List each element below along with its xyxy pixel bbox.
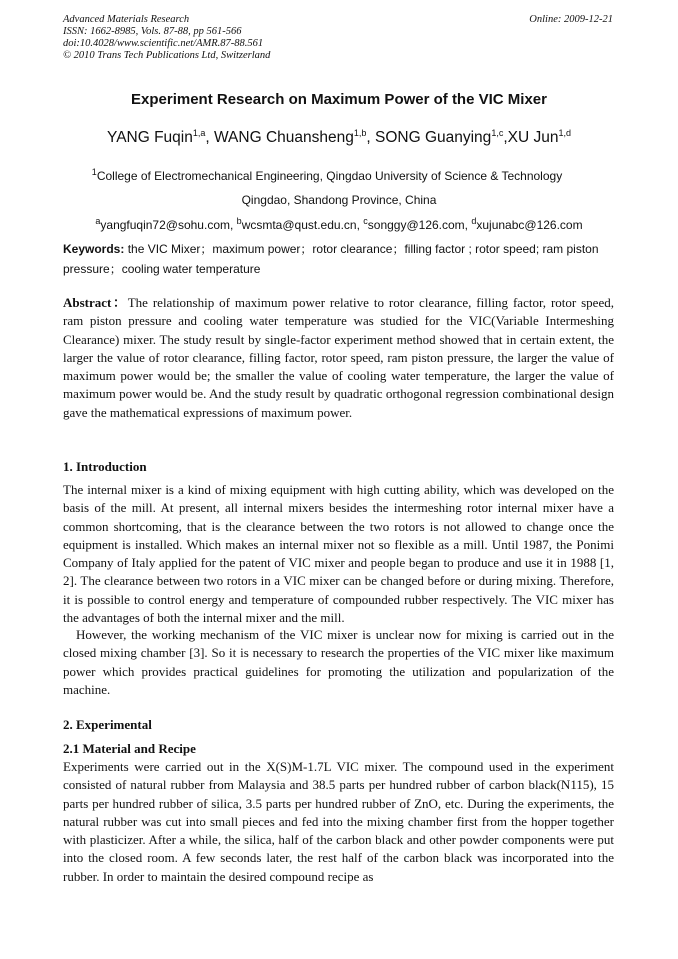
author: YANG Fuqin xyxy=(107,129,193,147)
author: WANG Chuansheng xyxy=(214,129,354,147)
subsection-heading-material: 2.1 Material and Recipe xyxy=(63,741,196,756)
affiliation-line1 xyxy=(0,167,666,183)
abstract-text: The relationship of maximum power relative to rotor clearance, filling factor, rotor speed, ram piston pressure and cooling water temperature was studied for the VIC(Variable Intermeshing Clearance) mixer. The study result by single-factor experiment method showed that in certain extent, the larger the value of rotor clearance, filling factor, rotor speed, ram piston pressure, the larger the value of maximum power would be; the smaller the value of cooling water temperature, the larger the value of maximum power would be. And the study result by quadratic orthogonal regression combinational design gave the mathematical expressions of maximum power. xyxy=(63,295,614,420)
experimental-paragraph-1: Experiments were carried out in the X(S)M-1.7L VIC mixer. The compound used in the experiment consisted of natural rubber from Malaysia and 38.5 parts per hundred rubber of carbon black(N115), 15 parts per hundred rubber of silica, 3.5 parts per hundred rubber of ZnO, etc. During the experiments, the natural rubber was cut into small pieces and fed into the mixing chamber first from the hopper together with plasticizer. After a while, the silica, half of the carbon black and other powder components were put into the closed room. A few seconds later, the rest half of the carbon black was incorporated into the rubber. In order to maintain the desired compound recipe as xyxy=(63,759,614,884)
affiliation-line2: Qingdao, Shandong Province, China xyxy=(241,193,437,207)
email: songgy@126.com xyxy=(367,218,465,232)
email-list: $^a$yangfuqin72@sohu.com, $^b$wcsmta@qust.edu.cn, $^c$songgy@126.com, $^d$xujunabc@126.com xyxy=(95,216,583,232)
author-sup: 1,d xyxy=(558,128,571,138)
author-list: YANG Fuqin$^{1,a}$, WANG Chuansheng$^{1,b}$, SONG Guanying$^{1,c}$,XU Jun$^{1,d}$ xyxy=(107,128,571,147)
email: xujunabc@126.com xyxy=(476,218,583,232)
online-date: Online: 2009-12-21 xyxy=(529,14,613,25)
journal-name: Advanced Materials Research xyxy=(63,14,190,25)
abstract xyxy=(63,294,614,422)
aff-text: College of Electromechanical Engineering, Qingdao University of Science & Technology xyxy=(96,169,563,183)
email: yangfuqin72@sohu.com xyxy=(100,218,230,232)
aff-sup: 1 xyxy=(91,167,97,177)
email-sup: a xyxy=(95,216,101,226)
paper-title: Experiment Research on Maximum Power of the VIC Mixer xyxy=(131,91,547,108)
intro-paragraph-2: However, the working mechanism of the VIC mixer is unclear now for mixing is carried out in the closed mixing chamber [3]. So it is necessary to research the properties of the VIC mixer like maximum power which provides practical guidelines for promoting the utilization and popularization of the machine. xyxy=(63,627,614,697)
email: wcsmta@qust.edu.cn xyxy=(241,218,357,232)
author: XU Jun xyxy=(507,129,559,147)
email-sup: d xyxy=(471,216,477,226)
journal-header xyxy=(63,14,270,62)
abstract-label: Abstract： xyxy=(63,295,128,310)
doi: doi:10.4028/www.scientific.net/AMR.87-88.561 xyxy=(63,38,264,49)
keywords xyxy=(63,239,613,279)
section-heading-experimental: 2. Experimental xyxy=(63,717,152,732)
intro-paragraph-1: The internal mixer is a kind of mixing equipment with high cutting ability, which was developed on the basis of the mill. At present, all internal mixers besides the intermeshing rotor internal mixer have a common shortcoming, that is the clearance between the two rotors is not allowed to change once the equipment is installed. Which makes an internal mixer not so flexible as a mill. Until 1987, the Ponimi Company of Italy applied for the patent of VIC mixer and people began to produce and use it in 1988 [1, 2]. The clearance between two rotors in a VIC mixer can be changed before or during mixing. Therefore, it is possible to control energy and temperature of compounded rubber respectively. The VIC mixer has the advantages of both the internal mixer and the mill. xyxy=(63,482,614,626)
section-heading-introduction: 1. Introduction xyxy=(63,459,147,474)
keywords-text: the VIC Mixer；maximum power；rotor clearance；filling factor ; rotor speed; ram piston pressure；cooling water temperature xyxy=(63,242,599,276)
author: SONG Guanying xyxy=(375,129,492,147)
copyright: © 2010 Trans Tech Publications Ltd, Switzerland xyxy=(63,50,271,61)
author-sup: 1,a xyxy=(192,128,206,138)
author-sup: 1,b xyxy=(353,128,367,138)
email-sup: b xyxy=(236,216,242,226)
issn: ISSN: 1662-8985, Vols. 87-88, pp 561-566 xyxy=(63,26,242,37)
email-sup: c xyxy=(363,216,368,226)
keywords-label: Keywords: xyxy=(63,242,125,256)
author-sup: 1,c xyxy=(491,128,504,138)
